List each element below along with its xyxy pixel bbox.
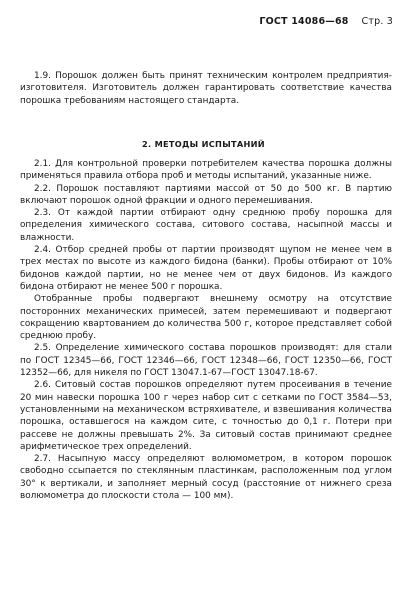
- paragraph-2-4: 2.4. Отбор средней пробы от партии производят щупом не менее чем в трех местах по высоте из каждого бидона (банки). Пробы отбирают от 10% бидонов каждой партии, но не менее чем от двух бидонов. Из каждого бидона отбирают не менее 500 г порошка.: [20, 245, 392, 292]
- standard-number: ГОСТ 14086—68: [259, 16, 349, 27]
- paragraph-2-1: 2.1. Для контрольной проверки потребителем качества порошка должны применяться правила отбора проб и методы испытаний, указанные ниже.: [20, 159, 392, 182]
- section-heading: 2. МЕТОДЫ ИСПЫТАНИЙ: [142, 139, 265, 149]
- paragraph-2-6: 2.6. Ситовый состав порошков определяют путем просеивания в течение 20 мин навески порошка 100 г через набор сит с сетками по ГОСТ 3584—53, установленными на механическом встряхивателе, и взвешивания количества порошка, оставшегося на каждом сите, с точностью до 0,1 г. Потери при рассеве не должны превышать 2%. За ситовый состав принимают среднее арифметическое трех определений.: [20, 380, 392, 452]
- paragraph-1-9: 1.9. Порошок должен быть принят техническим контролем предприятия-изготовителя. Изготовитель должен гарантировать соответствие качества порошка требованиям настоящего стандарта.: [20, 71, 392, 106]
- paragraph-2-7: 2.7. Насыпную массу определяют волюмометром, в котором порошок свободно ссыпается по стеклянным пластинкам, расположенным под углом 30° к вертикали, и заполняет мерный сосуд (расстояние от нижнего среза волюмометра до плоскости стола — 100 мм).: [20, 454, 392, 502]
- intro-block: [20, 70, 392, 107]
- paragraph-2-5: 2.5. Определение химического состава порошков производят: для стали по ГОСТ 12345—66, ГОСТ 12346—66, ГОСТ 12348—66, ГОСТ 12350—66, ГОСТ 12352—66, для никеля по ГОСТ 13047.1-67—ГОСТ 13047.18-67.: [20, 343, 392, 379]
- page-number: Стр. 3: [361, 16, 393, 27]
- page-header: [259, 16, 393, 27]
- section-body: [20, 158, 392, 502]
- paragraph-sampling-note: Отобранные пробы подвергают внешнему осмотру на отсутствие посторонних механических примесей, затем перемешивают и подвергают сокращению квартованием до количества 500 г, которое представляет собой среднюю пробу.: [20, 294, 392, 342]
- paragraph-2-3: 2.3. От каждой партии отбирают одну среднюю пробу порошка для определения химического состава, ситового состава, насыпной массы и влажности.: [20, 208, 392, 243]
- paragraph-2-2: 2.2. Порошок поставляют партиями массой от 50 до 500 кг. В партию включают порошок одной фракции и одного перемешивания.: [20, 183, 392, 206]
